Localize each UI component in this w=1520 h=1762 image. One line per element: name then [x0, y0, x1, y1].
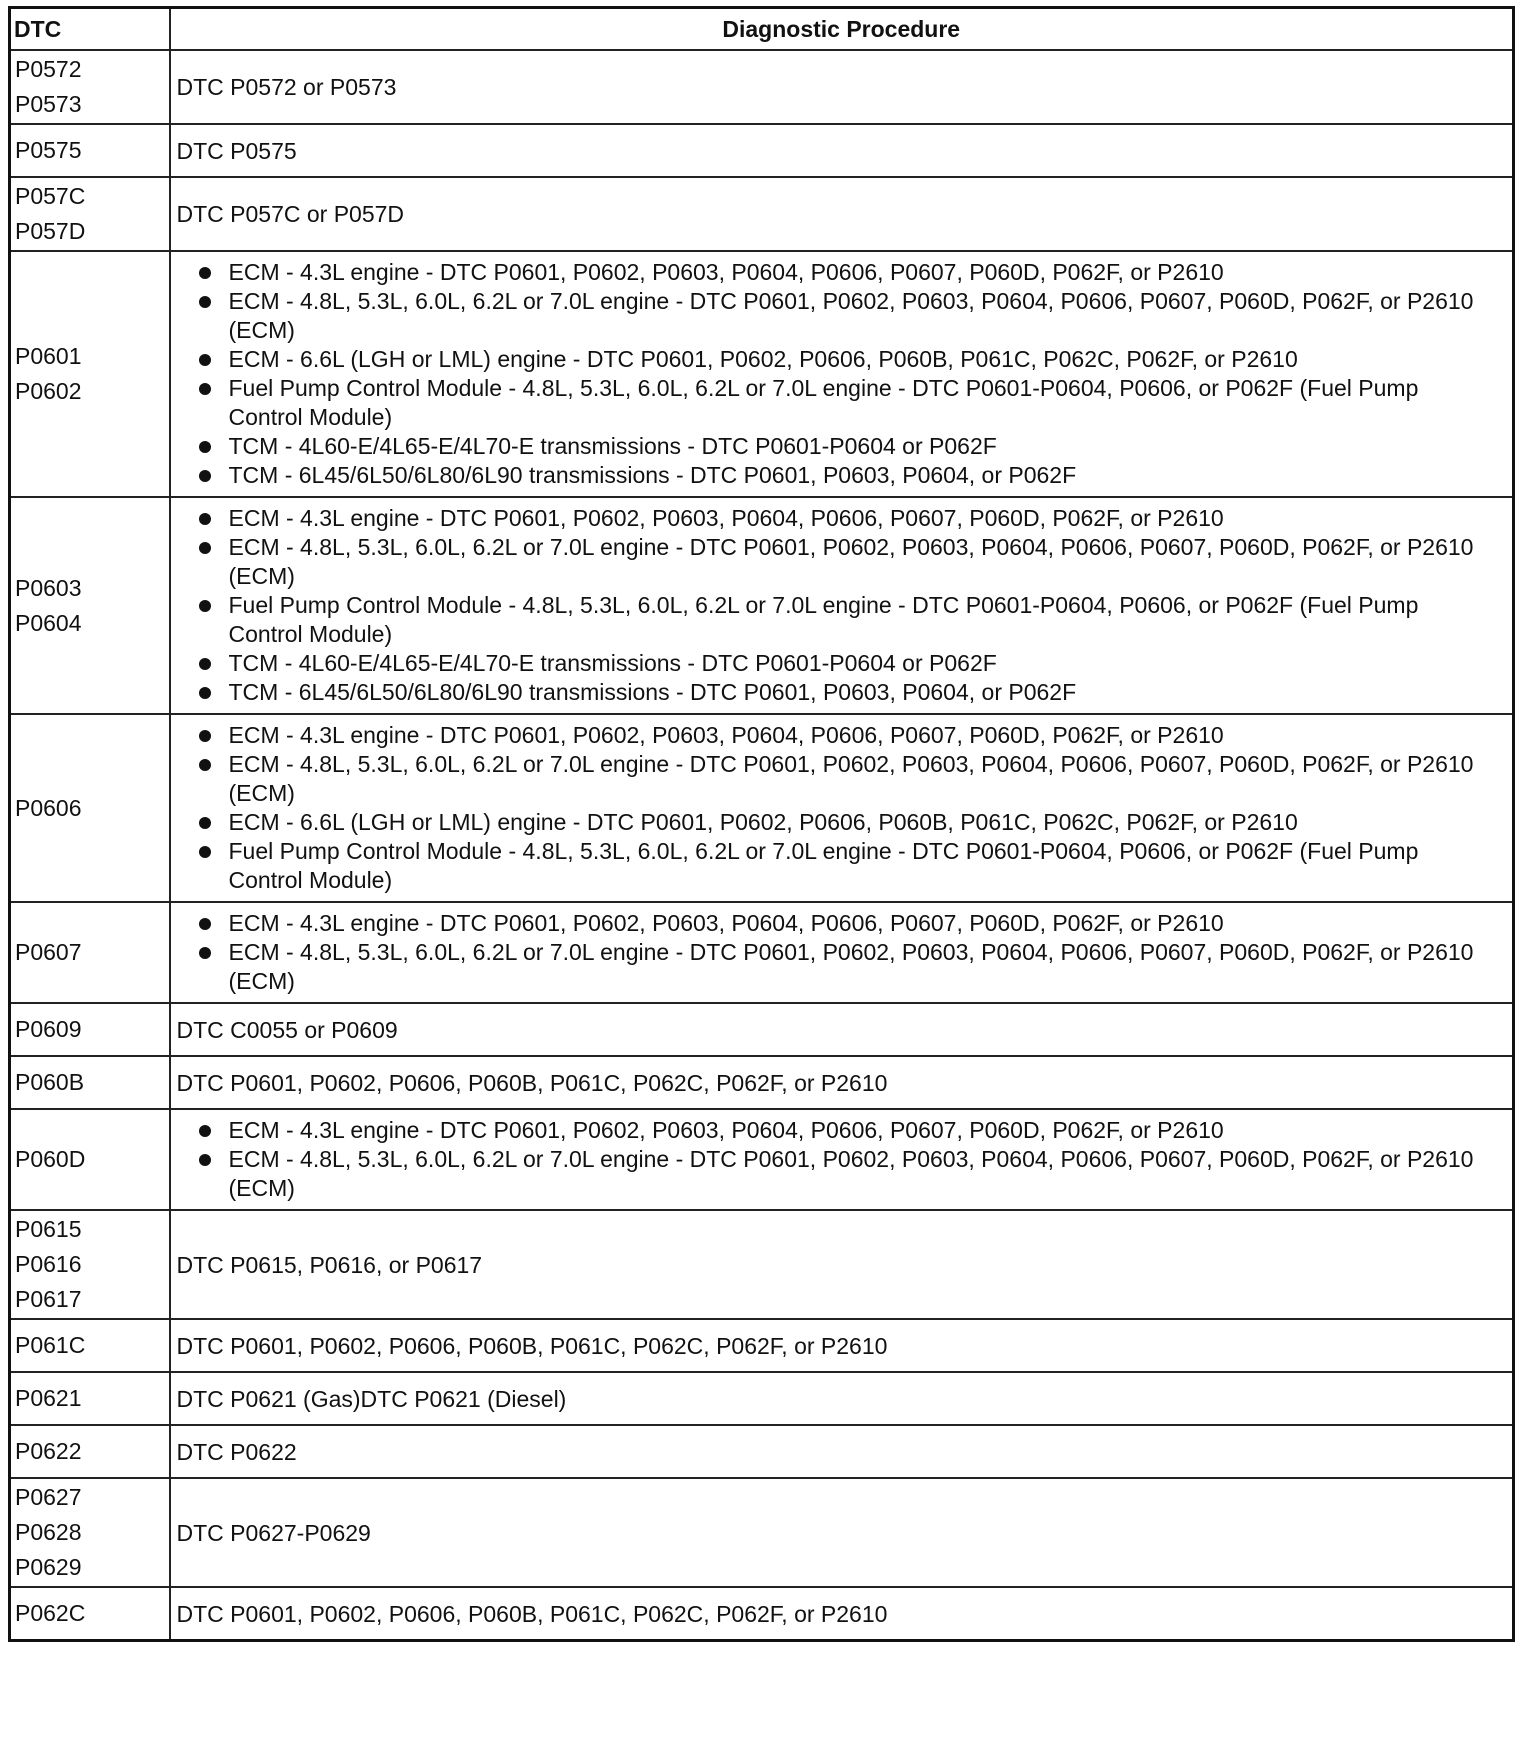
procedure-list-item: [177, 591, 1507, 649]
procedure-text: ECM - 4.3L engine - DTC P0601, P0602, P0603, P0604, P0606, P0607, P060D, P062F, or P2610: [228, 910, 1224, 936]
table-row: [10, 902, 1514, 1003]
dtc-cell: [10, 1478, 170, 1587]
procedure-text: DTC P057C or P057D: [176, 201, 405, 227]
table-row: [10, 1372, 1514, 1425]
table-row: [10, 714, 1514, 902]
procedure-text: ECM - 6.6L (LGH or LML) engine - DTC P0601, P0602, P0606, P060B, P061C, P062C, P062F, or P2610: [228, 809, 1298, 835]
dtc-cell: [10, 1587, 170, 1641]
bullet-icon: [199, 354, 211, 366]
procedure-text: DTC P0572 or P0573: [176, 74, 397, 100]
procedure-text: DTC P0615, P0616, or P0617: [176, 1251, 483, 1278]
dtc-cell: [10, 251, 170, 497]
table-row: [10, 1319, 1514, 1372]
dtc-table: [8, 6, 1515, 1642]
dtc-code: P0629: [15, 1554, 82, 1580]
bullet-icon: [199, 759, 211, 771]
procedure-cell: [170, 1319, 1514, 1372]
procedure-list-item: [177, 1145, 1507, 1203]
procedure-cell: [170, 177, 1514, 251]
bullet-icon: [199, 296, 211, 308]
procedure-list-item: [177, 374, 1507, 432]
table-row: [10, 497, 1514, 714]
bullet-icon: [199, 542, 211, 554]
dtc-code: P0601: [15, 343, 82, 369]
procedure-text: ECM - 4.3L engine - DTC P0601, P0602, P0603, P0604, P0606, P0607, P060D, P062F, or P2610: [228, 1117, 1224, 1143]
procedure-text: ECM - 4.8L, 5.3L, 6.0L, 6.2L or 7.0L engine - DTC P0601, P0602, P0603, P0604, P0606, P0607, P060D, P062F, or P2610 (ECM): [228, 1146, 1474, 1201]
dtc-code: P060B: [15, 1069, 85, 1095]
procedure-text: ECM - 4.8L, 5.3L, 6.0L, 6.2L or 7.0L engine - DTC P0601, P0602, P0603, P0604, P0606, P0607, P060D, P062F, or P2610 (ECM): [228, 939, 1474, 994]
dtc-code: P0602: [15, 378, 82, 404]
procedure-text: DTC P0601, P0602, P0606, P060B, P061C, P062C, P062F, or P2610: [176, 1069, 888, 1096]
procedure-list-item: [177, 287, 1507, 345]
dtc-code: P0573: [15, 91, 82, 117]
procedure-list-item: [177, 678, 1507, 707]
procedure-text: DTC P0601, P0602, P0606, P060B, P061C, P062C, P062F, or P2610: [176, 1600, 888, 1627]
dtc-code: P0616: [15, 1251, 82, 1277]
dtc-code: P0603: [15, 574, 82, 601]
procedure-list: [177, 721, 1507, 895]
table-row: [10, 1210, 1514, 1319]
procedure-list-item: [177, 533, 1507, 591]
dtc-cell: [10, 50, 170, 124]
procedure-list-item: [177, 721, 1507, 750]
table-row: [10, 50, 1514, 124]
bullet-icon: [199, 1125, 211, 1137]
procedure-cell: [170, 1587, 1514, 1641]
bullet-icon: [199, 470, 211, 482]
procedure-cell: [170, 251, 1514, 497]
dtc-cell: [10, 1109, 170, 1210]
procedure-cell: [170, 1425, 1514, 1478]
table-row: [10, 1056, 1514, 1109]
procedure-text: DTC P0575: [176, 137, 297, 164]
procedure-text: ECM - 6.6L (LGH or LML) engine - DTC P0601, P0602, P0606, P060B, P061C, P062C, P062F, or P2610: [228, 346, 1298, 372]
dtc-code: P0604: [15, 609, 82, 636]
procedure-list-item: [177, 258, 1507, 287]
dtc-column-header: DTC: [10, 8, 170, 51]
procedure-list: [177, 909, 1507, 996]
procedure-text: Fuel Pump Control Module - 4.8L, 5.3L, 6.0L, 6.2L or 7.0L engine - DTC P0601-P0604, P0606, or P062F (Fuel Pump Control Module): [228, 592, 1419, 647]
procedure-cell: [170, 1003, 1514, 1056]
procedure-column-header: Diagnostic Procedure: [170, 8, 1514, 51]
procedure-text: DTC P0627-P0629: [176, 1519, 371, 1546]
procedure-text: ECM - 4.3L engine - DTC P0601, P0602, P0603, P0604, P0606, P0607, P060D, P062F, or P2610: [228, 505, 1224, 531]
dtc-code: P0628: [15, 1519, 82, 1545]
dtc-code: P0609: [15, 1016, 82, 1042]
procedure-cell: [170, 497, 1514, 714]
dtc-cell: [10, 902, 170, 1003]
table-row: [10, 1109, 1514, 1210]
table-row: [10, 1587, 1514, 1641]
procedure-text: ECM - 4.8L, 5.3L, 6.0L, 6.2L or 7.0L engine - DTC P0601, P0602, P0603, P0604, P0606, P0607, P060D, P062F, or P2610 (ECM): [228, 751, 1474, 806]
dtc-cell: [10, 124, 170, 177]
bullet-icon: [199, 817, 211, 829]
bullet-icon: [199, 687, 211, 699]
procedure-text: ECM - 4.8L, 5.3L, 6.0L, 6.2L or 7.0L engine - DTC P0601, P0602, P0603, P0604, P0606, P0607, P060D, P062F, or P2610 (ECM): [228, 288, 1474, 343]
procedure-cell: [170, 50, 1514, 124]
dtc-code: P0627: [15, 1484, 82, 1510]
dtc-code: P060D: [15, 1146, 86, 1172]
table-header-row: [10, 8, 1514, 51]
dtc-cell: [10, 497, 170, 714]
bullet-icon: [199, 600, 211, 612]
procedure-list-item: [177, 938, 1507, 996]
procedure-list-item: [177, 461, 1507, 490]
bullet-icon: [199, 730, 211, 742]
procedure-cell: [170, 1372, 1514, 1425]
procedure-text: TCM - 4L60-E/4L65-E/4L70-E transmissions - DTC P0601-P0604 or P062F: [228, 433, 997, 459]
bullet-icon: [199, 1154, 211, 1166]
procedure-list-item: [177, 750, 1507, 808]
dtc-code: P057C: [15, 183, 86, 209]
procedure-text: TCM - 6L45/6L50/6L80/6L90 transmissions - DTC P0601, P0603, P0604, or P062F: [228, 679, 1077, 705]
bullet-icon: [199, 513, 211, 525]
table-row: [10, 251, 1514, 497]
dtc-cell: [10, 1210, 170, 1319]
procedure-text: DTC C0055 or P0609: [176, 1016, 398, 1043]
dtc-table-wrapper: [8, 6, 1515, 1642]
procedure-text: DTC P0601, P0602, P0606, P060B, P061C, P062C, P062F, or P2610: [176, 1332, 888, 1359]
procedure-text: Fuel Pump Control Module - 4.8L, 5.3L, 6.0L, 6.2L or 7.0L engine - DTC P0601-P0604, P0606, or P062F (Fuel Pump Control Module): [228, 375, 1419, 430]
procedure-list-item: [177, 432, 1507, 461]
procedure-list-item: [177, 504, 1507, 533]
dtc-cell: [10, 1372, 170, 1425]
table-row: [10, 124, 1514, 177]
dtc-cell: [10, 1003, 170, 1056]
dtc-code: P0621: [15, 1385, 82, 1411]
dtc-code: P0575: [15, 137, 82, 163]
bullet-icon: [199, 846, 211, 858]
procedure-list-item: [177, 808, 1507, 837]
procedure-cell: [170, 1056, 1514, 1109]
procedure-text: ECM - 4.8L, 5.3L, 6.0L, 6.2L or 7.0L engine - DTC P0601, P0602, P0603, P0604, P0606, P0607, P060D, P062F, or P2610 (ECM): [228, 534, 1474, 589]
dtc-cell: [10, 1056, 170, 1109]
procedure-text: DTC P0622: [176, 1438, 297, 1465]
procedure-text: TCM - 6L45/6L50/6L80/6L90 transmissions - DTC P0601, P0603, P0604, or P062F: [228, 462, 1077, 488]
bullet-icon: [199, 918, 211, 930]
dtc-cell: [10, 714, 170, 902]
procedure-text: ECM - 4.3L engine - DTC P0601, P0602, P0603, P0604, P0606, P0607, P060D, P062F, or P2610: [228, 722, 1224, 748]
procedure-text: DTC P0621 (Gas)DTC P0621 (Diesel): [176, 1385, 567, 1412]
dtc-cell: [10, 177, 170, 251]
procedure-text: TCM - 4L60-E/4L65-E/4L70-E transmissions - DTC P0601-P0604 or P062F: [228, 650, 997, 676]
table-body: [10, 50, 1514, 1641]
dtc-cell: [10, 1425, 170, 1478]
procedure-cell: [170, 902, 1514, 1003]
dtc-code: P0607: [15, 939, 82, 965]
procedure-list-item: [177, 837, 1507, 895]
procedure-text: ECM - 4.3L engine - DTC P0601, P0602, P0603, P0604, P0606, P0607, P060D, P062F, or P2610: [228, 259, 1224, 285]
bullet-icon: [199, 383, 211, 395]
dtc-cell: [10, 1319, 170, 1372]
bullet-icon: [199, 947, 211, 959]
procedure-list: [177, 504, 1507, 707]
dtc-code: P057D: [15, 218, 86, 244]
procedure-cell: [170, 1210, 1514, 1319]
bullet-icon: [199, 267, 211, 279]
procedure-text: Fuel Pump Control Module - 4.8L, 5.3L, 6.0L, 6.2L or 7.0L engine - DTC P0601-P0604, P0606, or P062F (Fuel Pump Control Module): [228, 838, 1419, 893]
bullet-icon: [199, 441, 211, 453]
dtc-code: P0617: [15, 1286, 82, 1312]
procedure-list-item: [177, 649, 1507, 678]
procedure-list-item: [177, 909, 1507, 938]
procedure-list: [177, 1116, 1507, 1203]
dtc-code: P0615: [15, 1216, 82, 1242]
procedure-cell: [170, 1478, 1514, 1587]
table-row: [10, 1478, 1514, 1587]
procedure-list-item: [177, 1116, 1507, 1145]
procedure-cell: [170, 1109, 1514, 1210]
table-row: [10, 1003, 1514, 1056]
procedure-cell: [170, 124, 1514, 177]
procedure-cell: [170, 714, 1514, 902]
dtc-code: P0606: [15, 794, 82, 821]
dtc-code: P0622: [15, 1438, 82, 1464]
bullet-icon: [199, 658, 211, 670]
procedure-list-item: [177, 345, 1507, 374]
dtc-code: P062C: [15, 1600, 86, 1626]
table-row: [10, 1425, 1514, 1478]
dtc-code: P061C: [15, 1332, 86, 1358]
table-row: [10, 177, 1514, 251]
dtc-code: P0572: [15, 56, 82, 82]
procedure-list: [177, 258, 1507, 490]
